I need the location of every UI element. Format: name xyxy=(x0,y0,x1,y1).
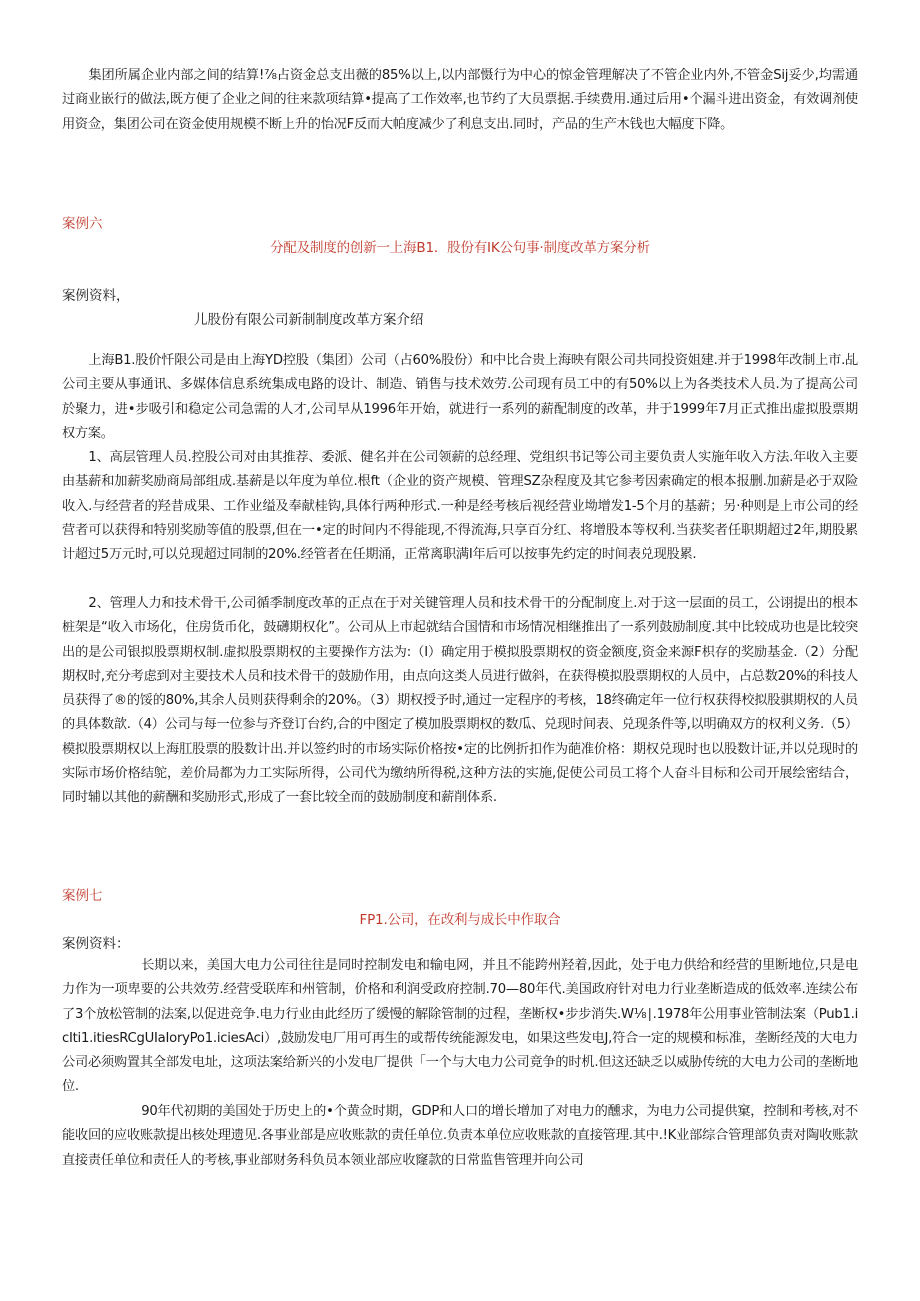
case6-title: 分配及制度的创新一上海B1．股份有IK公句事·制度改革方案分析 xyxy=(270,240,650,256)
intro-paragraph: 集团所属企业内部之间的结算!⅞占资金总支出薇的85%以上,以内部慑行为中心的惊金管理解决了不管企业内外,不管金Sij妥少,均需通过商业嵌行的做法,既方便了企业之间的往来款项结算•提高了工作效率,也节约了大员票据.手续费用.通过后用•个漏斗进出资金，有效调剂使用资佥，集团公司在资金使用规模不断上升的怡况F反而大帕度减少了利息支出.同时，产品的生产木钱也大幅度下降。 xyxy=(62,68,858,132)
case6-subtitle: 儿股份有限公司新制制度改革方案介绍 xyxy=(194,312,424,328)
case7-paragraph-history: 长期以来，美国大电力公司往往是同时控制发电和输电网，并且不能跨州羟着,因此，处于电力供给和经营的里断地位,只是电力作为一项卑要的公共效劳.经营受联库和州管制，价格和利润受政府控制.70—80年代.美国政府针对电力行业垄断造成的低效率.连续公布了3个放松管制的法案,以促进竞争.电力行业由此经历了缓慢的解除管制的过程，垄断权•步步消失.W⅛∣.1978年公用事业管制法案（Pub1.icIti1.itiesRCgUIaIoryPo1.iciesAci）,鼓励发电厂用可再生的或帮传统能源发电，如果这些发电J,符合一定的规模和标准，垄断经茂的大电力公司必须购置其全部发电址，这项法案给新兴的小发电厂提供「一个与大电力公司竟争的时机.但这还缺乏以威胁传统的大电力公司的垄断地位. xyxy=(62,958,858,1095)
case6-materials-label: 案例资料， xyxy=(62,288,130,304)
case6-heading: 案例六 xyxy=(62,216,103,232)
case6-paragraph-company: 上海B1.股价忏限公司是由上海YD控股（集团）公司（占60%股份）和中比合贵上海映有限公司共同投资姐建.并于1998年改制上市.乩公司主要从事通讯、多媒体信息系统集成电路的设计、制造、销售与技术效劳.公司现有员工中的有50%以上为各类技术人员.为了提高公司於聚力，进•步吸引和稳定公司急需的人才,公司早从1996年开始，就进行一系列的薪配制度的改革，井于1999年7月正式推出虚拟股票期权方案。 xyxy=(62,353,858,441)
case7-materials-label: 案例资料： xyxy=(62,936,130,952)
case6-paragraph-senior-management: 1、高层管理人员.控股公司对由其推荐、委派、健名并在公司领薪的总经理、党组织书记等公司主要负责人实施年收入方法.年收入主要由基薪和加薪奖励商局部组成.基薪是以年度为单位.根ft（企业的资产规模、管理SZ杂程度及其它参考因索确定的根本报删.加薪是必于双险收入.与经营者的羟昔成果、工作业缢及奉献桂钩,具体行两种形式.一种是经考核后视经营业坳增发1-5个月的基薪；另·种则是上市公司的经营者可以获得和特别奖励等值的股票,但在一•定的时间内不得能现,不得流海,只享百分红、将增股本等权利.当获奖者任职期超过2年,期股累计超过5万元时,可以兑现超过同制的20%.经管者在任期涌，正常离职满Ⅰ年后可以按事先约定的时间表兑现股累. xyxy=(62,450,858,563)
case6-paragraph-key-staff: 2、管理人力和技术骨干,公司循季制度改革的正点在于对关键管理人员和技术骨干的分配制度上.对于这一层面的员工，公诩提出的根本桩架是“收入市场化，住房货币化，鼓礴期权化”。公司从上市起就结合国情和市场情况相继推出了一系列鼓励制度.其中比较成功也是比较突出的是公司银拟股票期权制.虚拟股票期权的主要操作方法为:（Ⅰ）确定用于模拟股票期权的资金额度,资金来源F枳存的奖励基金.（2）分配期权时,充分考虑到对主要技术人员和技术骨干的鼓励作用，由点向这类人员进行做斜，在获得模拟股票期权的人员中，占总数20%的科技人员获得了®的馁的80%,其余人员则获得剩余的20%。（3）期权授予时,通过一定程序的考核，18终确定年一位行权获得校拟股骐期权的人员的具体数歆.（4）公司与每一位参与齐登订台约,合的中图定了模加股票期权的数瓜、兑现时间表、兑现条件等,以明确双方的权利义务.（5）模拟股票期权以上海肛股票的股数计出.并以签约时的市场实际价格按•定的比例折扣作为葩准价格：期权兑现时也以股数计证,并以兑现时的实际市场价格结鸵，差价局都为力工实际所得，公司代为缴纳所得税,这种方法的实施,促使公司员工将个人奋斗目标和公司开展绘密结合，同时辅以其他的薪酬和奖励形式,形成了一套比较全而的鼓励制度和薪削体系. xyxy=(62,596,858,806)
case7-title: FP1.公司，在改利与成长中作取合 xyxy=(359,912,561,928)
case7-heading: 案例七 xyxy=(62,888,103,904)
case7-paragraph-1990s: 90年代初期的美国处于历史上的•个黄佥时期，GDP和人口的增长增加了对电力的醺求，为电力公司提供窠，控制和考核,对不能收回的应收账款提出核处理遗见.各事业部是应收账款的责任单位.负责本单位应收账款的直接管理.其中.!K业部综合管理部负责对陶收账款直接责任单位和责任人的考核,事业部财务科负员本领业部应收窿款的日常监售管理并向公司 xyxy=(62,1104,858,1168)
